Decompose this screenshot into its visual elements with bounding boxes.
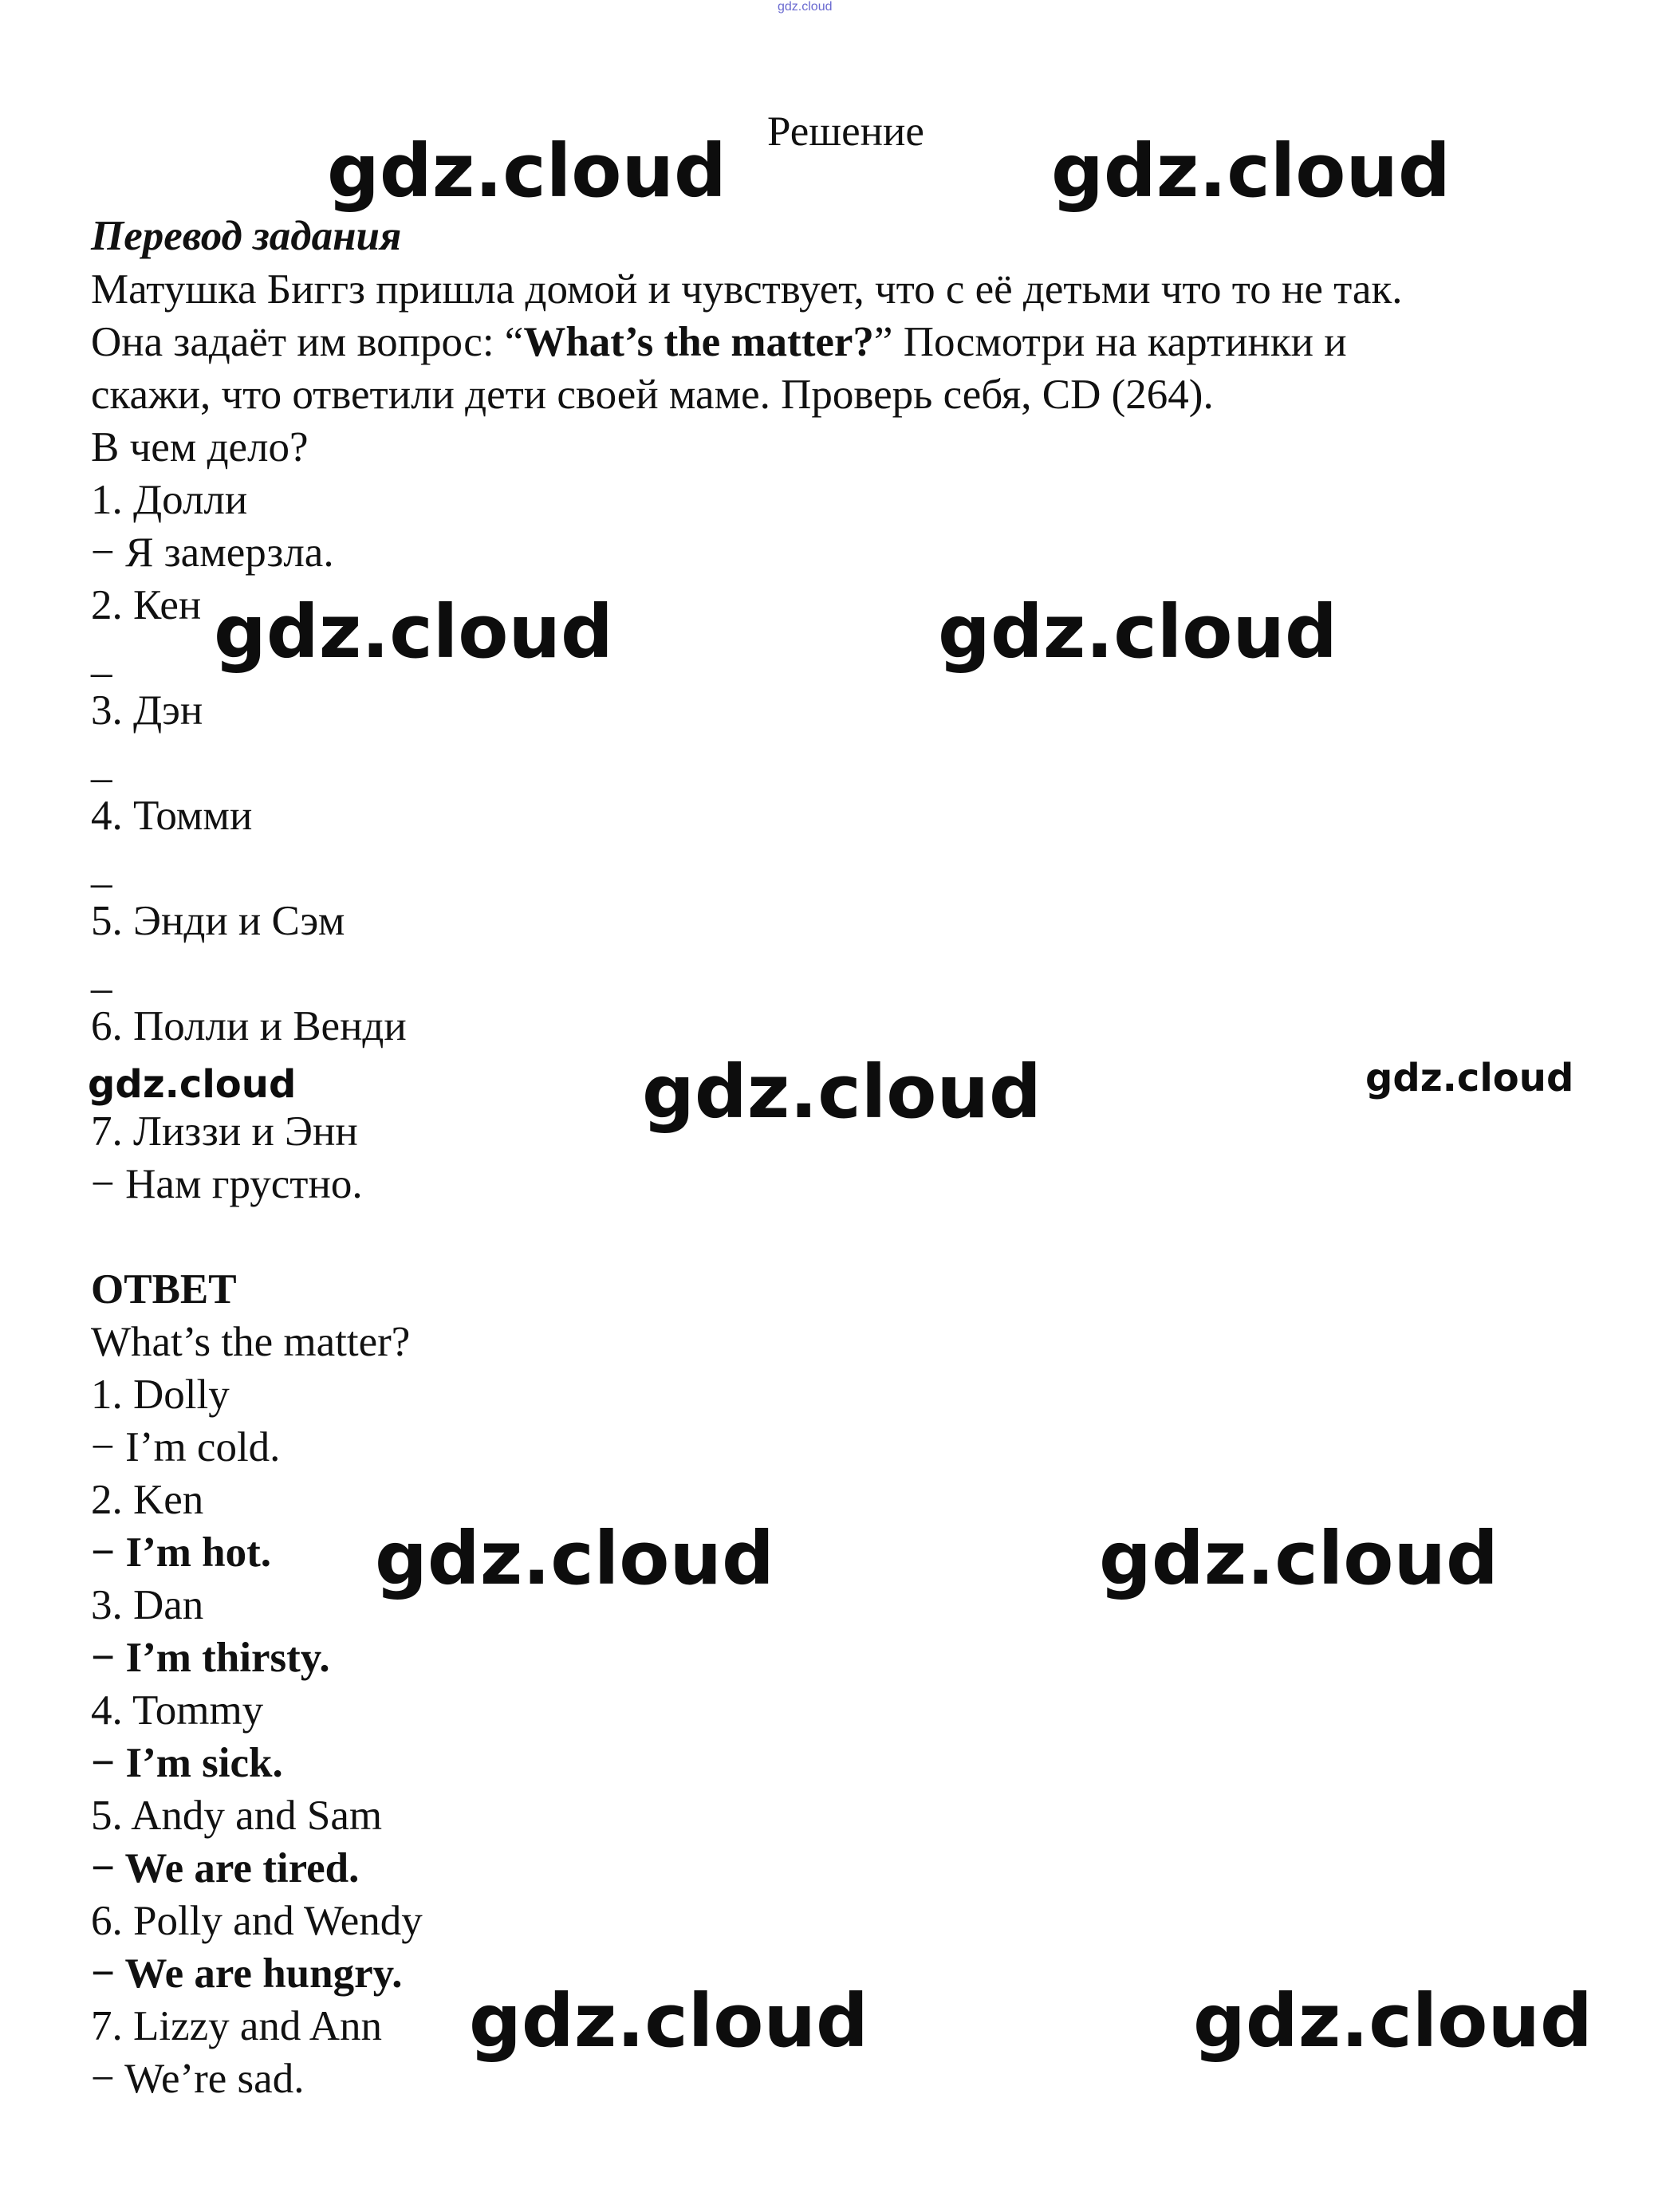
translation-item-2: 2. Кен — [91, 582, 202, 628]
watermark: gdz.cloud — [1099, 1516, 1499, 1601]
answer-question: What’s the matter? — [91, 1319, 411, 1365]
blank-line: _ — [91, 740, 112, 786]
watermark: gdz.cloud — [1051, 128, 1451, 214]
answer-text: I’m hot. — [125, 1529, 272, 1576]
answer-item-6: 6. Polly and Wendy — [91, 1898, 423, 1944]
answer-item-2: 2. Ken — [91, 1477, 204, 1523]
translation-item-4: 4. Томми — [91, 793, 253, 839]
task-text-line-1: Матушка Биггз пришла домой и чувствует, что с её детьми что то не так. — [91, 266, 1403, 313]
blank-line: _ — [91, 951, 112, 997]
answer-item-3-answer — [91, 1631, 330, 1684]
dash-prefix: − — [91, 1950, 125, 1997]
watermark: gdz.cloud — [469, 1978, 868, 2064]
watermark: gdz.cloud — [214, 589, 613, 675]
translation-item-1: 1. Долли — [91, 477, 248, 523]
task-question-bold: What’s the matter? — [523, 319, 874, 365]
translation-item-5: 5. Энди и Сэм — [91, 898, 345, 944]
answer-text: I’m thirsty. — [125, 1635, 330, 1681]
task-text-line-2 — [91, 316, 1347, 368]
answer-item-1-answer: − I’m cold. — [91, 1424, 281, 1470]
translation-heading: Перевод задания — [91, 213, 402, 259]
watermark: gdz.cloud — [375, 1516, 774, 1601]
answer-item-6-answer — [91, 1947, 402, 2000]
answer-item-7: 7. Lizzy and Ann — [91, 2003, 383, 2049]
translation-item-7-answer: − Нам грустно. — [91, 1161, 363, 1207]
translation-question: В чем дело? — [91, 424, 309, 470]
watermark: gdz.cloud — [1193, 1978, 1593, 2064]
translation-item-1-answer: − Я замерзла. — [91, 529, 334, 576]
answer-text: We are hungry. — [124, 1950, 403, 1997]
answer-item-4-answer — [91, 1737, 283, 1789]
task-text-line-2-end: ” Посмотри на картинки и — [873, 319, 1347, 365]
page-title: Решение — [767, 108, 924, 155]
answer-text: We are tired. — [124, 1845, 360, 1891]
watermark: gdz.cloud — [938, 589, 1337, 675]
watermark: gdz.cloud — [642, 1049, 1042, 1135]
top-watermark: gdz.cloud — [778, 0, 833, 14]
blank-line: _ — [91, 635, 112, 681]
answer-item-4: 4. Tommy — [91, 1687, 264, 1734]
task-text-line-3: скажи, что ответили дети своей маме. Проверь себя, CD (264). — [91, 372, 1214, 418]
watermark: gdz.cloud — [88, 1062, 297, 1107]
dash-prefix: − — [91, 1529, 126, 1576]
answer-item-1: 1. Dolly — [91, 1372, 230, 1418]
watermark: gdz.cloud — [1365, 1056, 1574, 1100]
answer-text: I’m sick. — [125, 1740, 283, 1786]
answer-item-2-answer — [91, 1526, 271, 1579]
answer-item-3: 3. Dan — [91, 1582, 204, 1628]
answer-heading: ОТВЕТ — [91, 1266, 237, 1313]
watermark: gdz.cloud — [327, 128, 727, 214]
dash-prefix: − — [91, 1845, 125, 1891]
task-text-line-2-start: Она задаёт им вопрос: “ — [91, 319, 524, 365]
translation-item-7: 7. Лиззи и Энн — [91, 1108, 358, 1155]
translation-item-3: 3. Дэн — [91, 687, 203, 734]
answer-item-7-answer: − We’re sad. — [91, 2056, 305, 2102]
dash-prefix: − — [91, 1740, 126, 1786]
blank-line: _ — [91, 845, 112, 891]
answer-item-5-answer — [91, 1842, 359, 1895]
answer-item-5: 5. Andy and Sam — [91, 1793, 383, 1839]
dash-prefix: − — [91, 1635, 126, 1681]
translation-item-6: 6. Полли и Венди — [91, 1003, 407, 1049]
